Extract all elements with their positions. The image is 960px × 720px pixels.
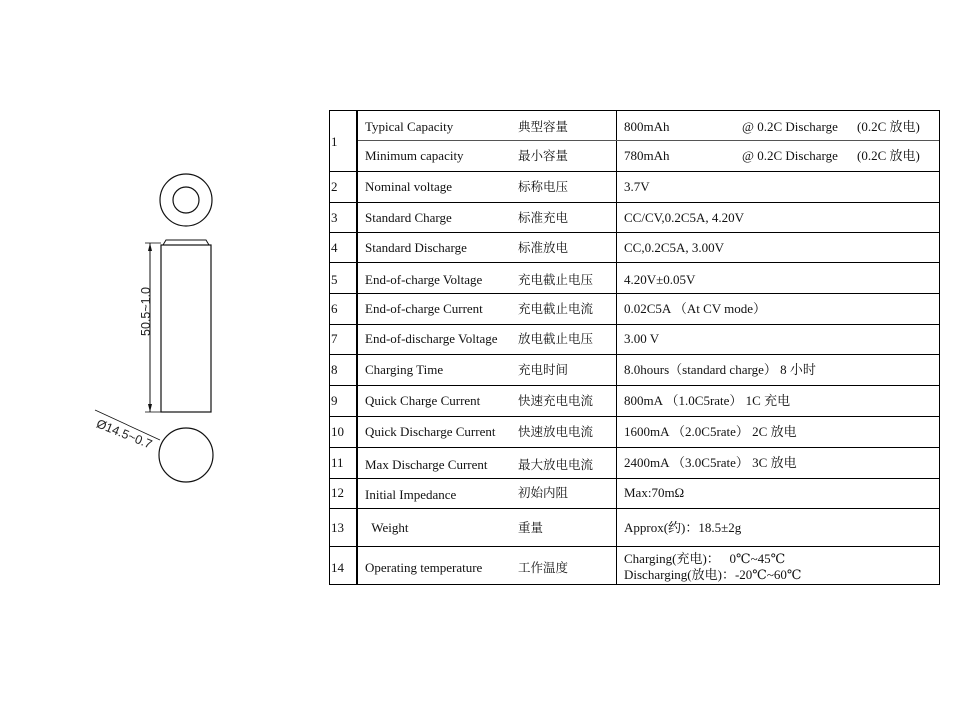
row-number: 14: [331, 560, 344, 575]
row-divider: [330, 262, 939, 263]
parameter-name-zh: 充电截止电压: [518, 272, 594, 287]
row-number: 7: [331, 331, 338, 346]
parameter-name: Typical Capacity: [365, 119, 454, 134]
row-number: 10: [331, 424, 344, 439]
parameter-value: Charging(充电)： 0℃~45℃: [624, 551, 786, 566]
parameter-value-line2: Discharging(放电)：-20℃~60℃: [624, 567, 802, 582]
parameter-name-zh: 标称电压: [518, 179, 569, 194]
parameter-name: End-of-charge Voltage: [365, 272, 483, 287]
parameter-value: 800mA （1.0C5rate） 1C 充电: [624, 393, 791, 408]
parameter-name: Minimum capacity: [365, 148, 464, 163]
row-number: 9: [331, 393, 338, 408]
row-divider: [330, 232, 939, 233]
parameter-name-zh: 工作温度: [518, 560, 569, 575]
parameter-condition: @ 0.2C Discharge: [742, 119, 838, 134]
diameter-dimension-label: Ø14.5~0.7: [94, 416, 155, 452]
parameter-name-zh: 最小容量: [518, 148, 569, 163]
parameter-name-zh: 快速充电电流: [518, 393, 594, 408]
row-number: 2: [331, 179, 338, 194]
parameter-name-zh: 标准充电: [518, 210, 569, 225]
parameter-condition: @ 0.2C Discharge: [742, 148, 838, 163]
row-divider: [330, 202, 939, 203]
row-divider: [330, 354, 939, 355]
row-divider: [330, 416, 939, 417]
parameter-value: 2400mA （3.0C5rate） 3C 放电: [624, 455, 797, 470]
row-divider: [330, 546, 939, 547]
parameter-name: Quick Discharge Current: [365, 424, 496, 439]
parameter-name: Initial Impedance: [365, 487, 457, 502]
parameter-value: 0.02C5A （At CV mode）: [624, 301, 767, 316]
row-divider: [330, 171, 939, 172]
parameter-name-zh: 放电截止电压: [518, 331, 594, 346]
parameter-value: 8.0hours（standard charge） 8 小时: [624, 362, 816, 377]
column-divider: [356, 111, 358, 584]
parameter-name: Quick Charge Current: [365, 393, 481, 408]
parameter-note: (0.2C 放电): [857, 119, 920, 134]
parameter-name-zh: 充电截止电流: [518, 301, 594, 316]
row-number: 13: [331, 520, 344, 535]
parameter-value: CC,0.2C5A, 3.00V: [624, 240, 725, 255]
parameter-value: Approx(约)：18.5±2g: [624, 520, 742, 535]
length-dimension-label: 50.5~1.0: [139, 286, 153, 336]
row-divider: [330, 293, 939, 294]
row-number: 12: [331, 485, 344, 500]
column-divider: [616, 111, 617, 584]
parameter-name: End-of-discharge Voltage: [365, 331, 498, 346]
parameter-value: CC/CV,0.2C5A, 4.20V: [624, 210, 745, 225]
parameter-name: Operating temperature: [365, 560, 483, 575]
parameter-name: Max Discharge Current: [365, 457, 488, 472]
cell-drawing: [0, 0, 330, 720]
parameter-name-zh: 重量: [518, 520, 544, 535]
parameter-value: 4.20V±0.05V: [624, 272, 696, 287]
row-number: 6: [331, 301, 338, 316]
row-divider: [330, 508, 939, 509]
parameter-name-zh: 典型容量: [518, 119, 569, 134]
parameter-note: (0.2C 放电): [857, 148, 920, 163]
parameter-value: 780mAh: [624, 148, 670, 163]
parameter-name: Nominal voltage: [365, 179, 453, 194]
parameter-name: Standard Discharge: [365, 240, 467, 255]
parameter-name: Standard Charge: [365, 210, 452, 225]
row-number: 3: [331, 210, 338, 225]
row-divider: [330, 385, 939, 386]
parameter-value: 800mAh: [624, 119, 670, 134]
row-divider: [330, 324, 939, 325]
row-number: 5: [331, 272, 338, 287]
parameter-name-zh: 标准放电: [518, 240, 569, 255]
cylinder-cell-outline: [0, 0, 330, 720]
row-number: 4: [331, 240, 338, 255]
row-number: 1: [331, 134, 338, 149]
row-divider: [358, 140, 939, 141]
parameter-name-zh: 快速放电电流: [518, 424, 594, 439]
row-divider: [330, 478, 939, 479]
parameter-name-zh: 最大放电电流: [518, 457, 594, 472]
row-number: 11: [331, 455, 344, 470]
parameter-value: Max:70mΩ: [624, 485, 685, 500]
row-divider: [330, 447, 939, 448]
parameter-value: 3.7V: [624, 179, 650, 194]
parameter-name-zh: 初始内阻: [518, 485, 569, 500]
specification-table: [329, 110, 940, 585]
parameter-value: 1600mA （2.0C5rate） 2C 放电: [624, 424, 797, 439]
parameter-value: 3.00 V: [624, 331, 660, 346]
parameter-name-zh: 充电时间: [518, 362, 569, 377]
row-number: 8: [331, 362, 338, 377]
parameter-name: Charging Time: [365, 362, 444, 377]
parameter-name: End-of-charge Current: [365, 301, 483, 316]
parameter-name: Weight: [365, 520, 409, 535]
